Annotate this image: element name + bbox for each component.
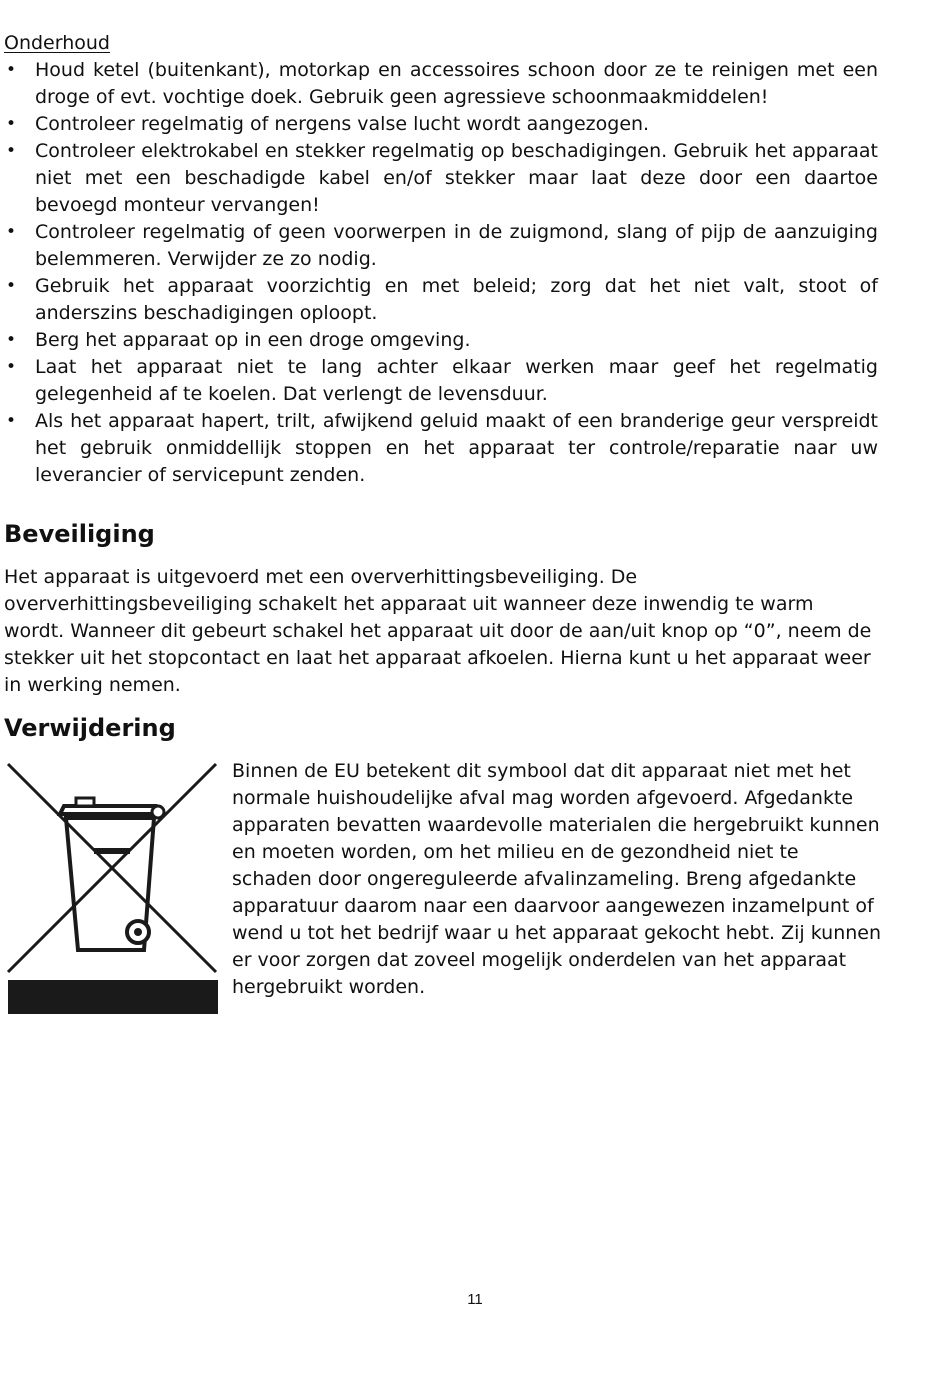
list-item: • Als het apparaat hapert, trilt, afwijkend geluid maakt of een branderige geur verspreidt het gebruik onmiddellijk stoppen en het apparaat ter controle/reparatie naar uw leverancier of servicepunt zenden. (4, 408, 878, 489)
maintenance-list (4, 57, 878, 489)
safety-paragraph: Het apparaat is uitgevoerd met een oververhittingsbeveiliging. De oververhittingsbeveiliging schakelt het apparaat uit wanneer deze inwendig te warm wordt. Wanneer dit gebeurt schakel het apparaat uit door de aan/uit knop op “0”, neem de stekker uit het stopcontact en laat het apparaat afkoelen. Hierna kunt u het apparaat weer in werking nemen. (4, 566, 872, 696)
page-number: 11 (467, 1291, 483, 1308)
maintenance-heading: Onderhoud (4, 32, 110, 54)
list-item: • Houd ketel (buitenkant), motorkap en accessoires schoon door ze te reinigen met een droge of evt. vochtige doek. Gebruik geen agressieve schoonmaakmiddelen! (4, 57, 878, 111)
disposal-paragraph: Binnen de EU betekent dit symbool dat dit apparaat niet met het normale huishoudelijke afval mag worden afgevoerd. Afgedankte apparaten bevatten waardevolle materialen die hergebruikt kunnen en moeten worden, om het milieu en de gezondheid niet te schaden door ongereguleerde afvalinzameling. Breng afgedankte apparatuur daarom naar een daarvoor aangewezen inzamelpunt of wend u tot het bedrijf waar u het apparaat gekocht hebt. Zij kunnen er voor zorgen dat zoveel mogelijk onderdelen van het apparaat hergebruikt worden. (232, 760, 882, 998)
safety-heading: Beveiliging (4, 520, 155, 548)
list-item: • Laat het apparaat niet te lang achter elkaar werken maar geef het regelmatig gelegenheid af te koelen. Dat verlengt de levensduur. (4, 354, 878, 408)
crossed-out-wheelie-bin-icon (6, 762, 218, 1016)
list-item: • Controleer regelmatig of nergens valse lucht wordt aangezogen. (4, 111, 878, 138)
list-item: • Gebruik het apparaat voorzichtig en met beleid; zorg dat het niet valt, stoot of anderszins beschadigingen oploopt. (4, 273, 878, 327)
list-item: • Berg het apparaat op in een droge omgeving. (4, 327, 878, 354)
list-item: • Controleer elektrokabel en stekker regelmatig op beschadigingen. Gebruik het apparaat niet met een beschadigde kabel en/of stekker maar laat deze door een daartoe bevoegd monteur vervangen! (4, 138, 878, 219)
list-item: • Controleer regelmatig of geen voorwerpen in de zuigmond, slang of pijp de aanzuiging belemmeren. Verwijder ze zo nodig. (4, 219, 878, 273)
disposal-heading: Verwijdering (4, 714, 176, 742)
